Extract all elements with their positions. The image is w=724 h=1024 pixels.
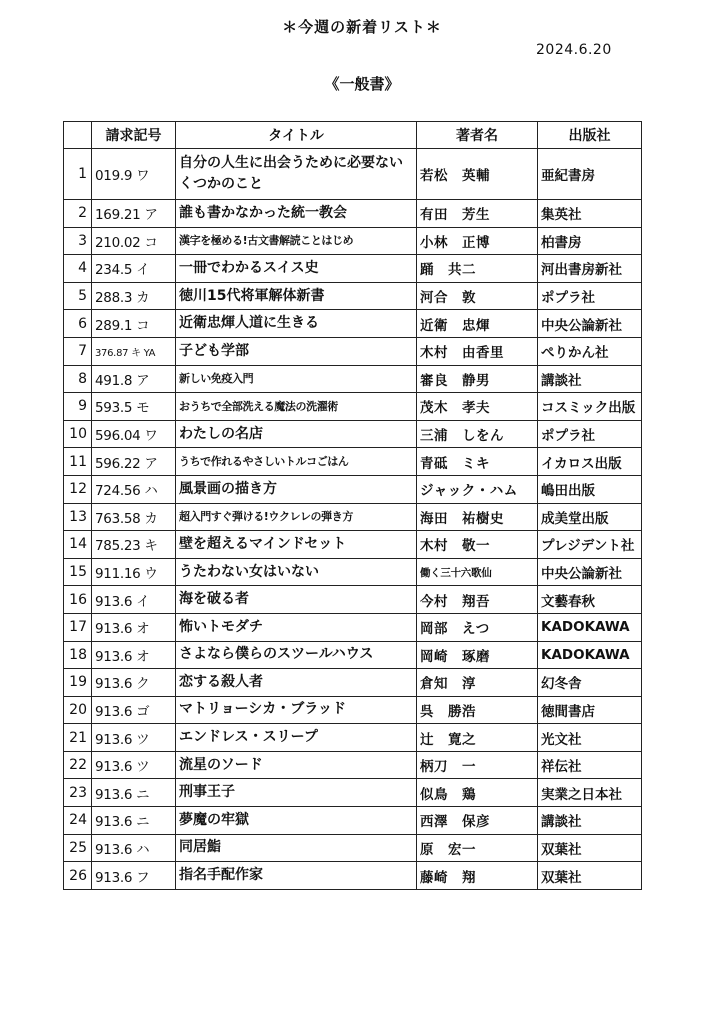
table-row — [64, 227, 642, 255]
book-title: マトリョーシカ・ブラッド — [176, 696, 417, 724]
author-name: 辻 寛之 — [417, 724, 538, 752]
table-row — [64, 641, 642, 669]
table-row — [64, 200, 642, 228]
table-header-row — [64, 122, 642, 149]
author-name: 若松 英輔 — [417, 149, 538, 200]
call-number: 913.6 フ — [92, 862, 176, 890]
call-number: 376.87 キ YA — [92, 337, 176, 365]
publisher-name: ぺりかん社 — [538, 337, 642, 365]
row-number: 11 — [64, 448, 92, 476]
call-number: 210.02 コ — [92, 227, 176, 255]
publisher-name: 嶋田出版 — [538, 475, 642, 503]
row-number: 3 — [64, 227, 92, 255]
call-number: 911.16 ウ — [92, 558, 176, 586]
author-name: 踊 共二 — [417, 255, 538, 283]
row-number: 23 — [64, 779, 92, 807]
table-row — [64, 696, 642, 724]
row-number: 16 — [64, 586, 92, 614]
book-title: 風景画の描き方 — [176, 475, 417, 503]
book-title: 怖いトモダチ — [176, 613, 417, 641]
column-header-number — [64, 122, 92, 149]
author-name: 木村 敬一 — [417, 531, 538, 559]
publisher-name: 中央公論新社 — [538, 310, 642, 338]
publisher-name: 講談社 — [538, 365, 642, 393]
publisher-name: 河出書房新社 — [538, 255, 642, 283]
table-row — [64, 558, 642, 586]
call-number: 763.58 カ — [92, 503, 176, 531]
table-row — [64, 531, 642, 559]
book-title: 同居鮨 — [176, 834, 417, 862]
call-number: 288.3 カ — [92, 282, 176, 310]
call-number: 913.6 ツ — [92, 751, 176, 779]
publisher-name: 講談社 — [538, 807, 642, 835]
call-number: 913.6 ニ — [92, 779, 176, 807]
book-title: うたわない女はいない — [176, 558, 417, 586]
author-name: 似鳥 鶏 — [417, 779, 538, 807]
call-number: 593.5 モ — [92, 393, 176, 421]
row-number: 7 — [64, 337, 92, 365]
publisher-name: イカロス出版 — [538, 448, 642, 476]
row-number: 20 — [64, 696, 92, 724]
list-title: ＊今週の新着リスト＊ — [282, 18, 442, 36]
call-number: 019.9 ワ — [92, 149, 176, 200]
call-number: 913.6 ゴ — [92, 696, 176, 724]
call-number: 491.8 ア — [92, 365, 176, 393]
author-name: 岡部 えつ — [417, 613, 538, 641]
book-title: 自分の人生に出会うために必要ないくつかのこと — [176, 149, 417, 200]
author-name: 海田 祐樹史 — [417, 503, 538, 531]
book-title: さよなら僕らのスツールハウス — [176, 641, 417, 669]
row-number: 21 — [64, 724, 92, 752]
call-number: 913.6 ク — [92, 669, 176, 697]
book-title: 一冊でわかるスイス史 — [176, 255, 417, 283]
book-title: 子ども学部 — [176, 337, 417, 365]
publisher-name: 祥伝社 — [538, 751, 642, 779]
author-name: 柄刀 一 — [417, 751, 538, 779]
book-title: 海を破る者 — [176, 586, 417, 614]
call-number: 913.6 ニ — [92, 807, 176, 835]
publisher-name: 成美堂出版 — [538, 503, 642, 531]
row-number: 12 — [64, 475, 92, 503]
publisher-name: KADOKAWA — [538, 641, 642, 669]
table-row — [64, 149, 642, 200]
table-row — [64, 669, 642, 697]
book-title: 壁を超えるマインドセット — [176, 531, 417, 559]
row-number: 22 — [64, 751, 92, 779]
table-row — [64, 310, 642, 338]
column-header-title: タイトル — [176, 122, 417, 149]
publisher-name: 徳間書店 — [538, 696, 642, 724]
row-number: 13 — [64, 503, 92, 531]
table-row — [64, 724, 642, 752]
author-name: 呉 勝浩 — [417, 696, 538, 724]
row-number: 9 — [64, 393, 92, 421]
call-number: 785.23 キ — [92, 531, 176, 559]
call-number: 289.1 コ — [92, 310, 176, 338]
row-number: 2 — [64, 200, 92, 228]
publisher-name: KADOKAWA — [538, 613, 642, 641]
call-number: 169.21 ア — [92, 200, 176, 228]
column-header-call-number: 請求記号 — [92, 122, 176, 149]
table-row — [64, 282, 642, 310]
publisher-name: 光文社 — [538, 724, 642, 752]
call-number: 234.5 イ — [92, 255, 176, 283]
column-header-publisher: 出版社 — [538, 122, 642, 149]
book-title: 刑事王子 — [176, 779, 417, 807]
book-title: 新しい免疫入門 — [176, 365, 417, 393]
row-number: 8 — [64, 365, 92, 393]
publisher-name: 亜紀書房 — [538, 149, 642, 200]
row-number: 24 — [64, 807, 92, 835]
author-name: 茂木 孝夫 — [417, 393, 538, 421]
author-name: 西澤 保彦 — [417, 807, 538, 835]
row-number: 1 — [64, 149, 92, 200]
publisher-name: 集英社 — [538, 200, 642, 228]
author-name: 藤崎 翔 — [417, 862, 538, 890]
author-name: 青砥 ミキ — [417, 448, 538, 476]
author-name: 審良 静男 — [417, 365, 538, 393]
author-name: 原 宏一 — [417, 834, 538, 862]
table-row — [64, 255, 642, 283]
author-name: 近衛 忠煇 — [417, 310, 538, 338]
call-number: 596.22 ア — [92, 448, 176, 476]
call-number: 913.6 オ — [92, 641, 176, 669]
call-number: 913.6 ツ — [92, 724, 176, 752]
table-row — [64, 586, 642, 614]
table-row — [64, 862, 642, 890]
table-row — [64, 779, 642, 807]
row-number: 25 — [64, 834, 92, 862]
book-title: 指名手配作家 — [176, 862, 417, 890]
call-number: 724.56 ハ — [92, 475, 176, 503]
book-title: おうちで全部洗える魔法の洗濯術 — [176, 393, 417, 421]
book-title: 漢字を極める!古文書解読ことはじめ — [176, 227, 417, 255]
author-name: 有田 芳生 — [417, 200, 538, 228]
author-name: 働く三十六歌仙 — [417, 558, 538, 586]
table-row — [64, 420, 642, 448]
book-title: わたしの名店 — [176, 420, 417, 448]
author-name: 今村 翔吾 — [417, 586, 538, 614]
row-number: 14 — [64, 531, 92, 559]
book-title: 誰も書かなかった統一教会 — [176, 200, 417, 228]
book-title: 夢魔の牢獄 — [176, 807, 417, 835]
row-number: 18 — [64, 641, 92, 669]
section-heading: 《一般書》 — [324, 75, 400, 93]
author-name: 倉知 淳 — [417, 669, 538, 697]
author-name: ジャック・ハム — [417, 475, 538, 503]
author-name: 小林 正博 — [417, 227, 538, 255]
author-name: 三浦 しをん — [417, 420, 538, 448]
publisher-name: 柏書房 — [538, 227, 642, 255]
book-title: 徳川15代将軍解体新書 — [176, 282, 417, 310]
new-books-table — [63, 121, 642, 890]
column-header-author: 著者名 — [417, 122, 538, 149]
book-title: エンドレス・スリープ — [176, 724, 417, 752]
book-title: 流星のソード — [176, 751, 417, 779]
publisher-name: 文藝春秋 — [538, 586, 642, 614]
call-number: 913.6 オ — [92, 613, 176, 641]
table-row — [64, 503, 642, 531]
book-title: うちで作れるやさしいトルコごはん — [176, 448, 417, 476]
row-number: 19 — [64, 669, 92, 697]
book-title: 超入門すぐ弾ける!ウクレレの弾き方 — [176, 503, 417, 531]
table-row — [64, 448, 642, 476]
publisher-name: ポプラ社 — [538, 282, 642, 310]
table-row — [64, 337, 642, 365]
row-number: 4 — [64, 255, 92, 283]
row-number: 15 — [64, 558, 92, 586]
publisher-name: プレジデント社 — [538, 531, 642, 559]
row-number: 5 — [64, 282, 92, 310]
table-row — [64, 365, 642, 393]
table-row — [64, 807, 642, 835]
book-title: 近衛忠煇人道に生きる — [176, 310, 417, 338]
publisher-name: 幻冬舎 — [538, 669, 642, 697]
row-number: 17 — [64, 613, 92, 641]
table-row — [64, 475, 642, 503]
publisher-name: 双葉社 — [538, 834, 642, 862]
publisher-name: 実業之日本社 — [538, 779, 642, 807]
author-name: 河合 敦 — [417, 282, 538, 310]
row-number: 26 — [64, 862, 92, 890]
table-row — [64, 834, 642, 862]
publisher-name: ポプラ社 — [538, 420, 642, 448]
table-row — [64, 751, 642, 779]
table-row — [64, 613, 642, 641]
publisher-name: 双葉社 — [538, 862, 642, 890]
row-number: 10 — [64, 420, 92, 448]
call-number: 913.6 イ — [92, 586, 176, 614]
author-name: 岡崎 琢磨 — [417, 641, 538, 669]
publisher-name: コスミック出版 — [538, 393, 642, 421]
publisher-name: 中央公論新社 — [538, 558, 642, 586]
table-row — [64, 393, 642, 421]
row-number: 6 — [64, 310, 92, 338]
call-number: 596.04 ワ — [92, 420, 176, 448]
list-date: 2024.6.20 — [536, 42, 612, 58]
call-number: 913.6 ハ — [92, 834, 176, 862]
book-title: 恋する殺人者 — [176, 669, 417, 697]
author-name: 木村 由香里 — [417, 337, 538, 365]
